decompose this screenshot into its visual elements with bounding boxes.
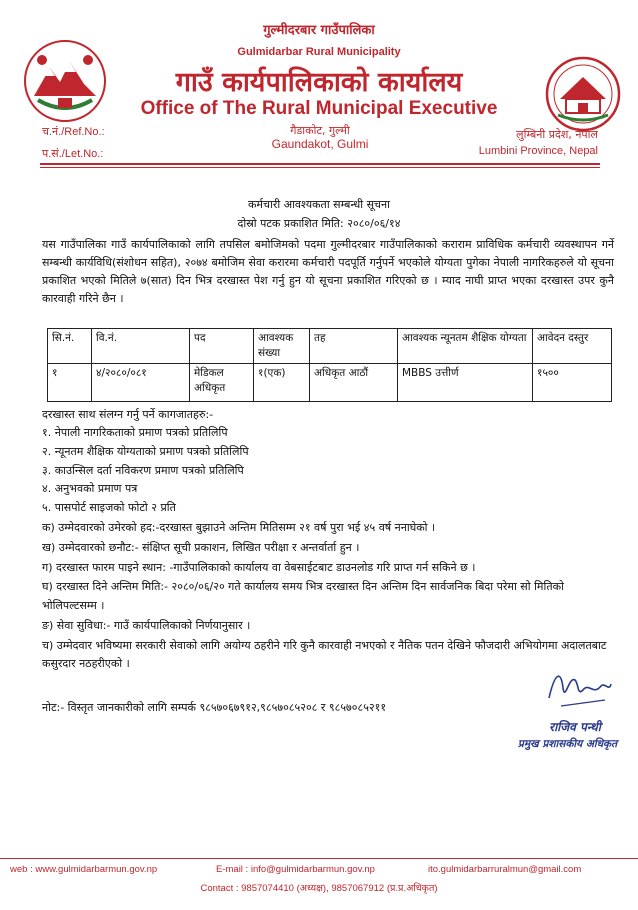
list-item: घ) दरखास्त दिने अन्तिम मिति:- २०८०/०६/२० गते कार्यालय समय भित्र दरखास्त दिन अन्तिम दिन सार्वजनिक बिदा परेमा सो मितिको भोलिपल्टसम्म । [42,580,564,612]
office-name-nepali: गाउँ कार्यपालिकाको कार्यालय [175,67,463,98]
table-cell: MBBS उत्तीर्ण [398,364,533,402]
notice-intro-paragraph: यस गाउँपालिका गाउँ कार्यपालिकाको लागि तपसिल बमोजिमको पदमा गुल्मीदरबार गाउँपालिकाको कराराम प्राविधिक कर्मचारी व्यवस्थापन गर्ने सम्बन्धी कार्यविधि(संशोधन सहित), २०७४ बमोजिम सेवा करारमा कर्मचारी पदपूर्ति गर्नुपर्ने भएकोले योग्यता पुगेका नेपाली नागरिकहरुले यो सूचना प्रकाशित भएको मितिले ७(सात) दिन भित्र दरखास्त पेश गर्नु हुन यो सूचना प्रकाशित गरिएको छ । म्याद नाघी प्राप्त भएका दरखास्त उपर कुनै कारवाही गरिने छैन । [42,238,614,305]
footer-email-info: E-mail : info@gulmidarbarmun.gov.np [216,864,375,875]
notice-published-date: दोस्रो पटक प्रकाशित मिति: २०८०/०६/१४ [237,217,401,230]
documents-heading: दरखास्त साथ संलग्न गर्नु पर्ने कागजातहरु:- [42,408,214,421]
footer-divider [0,858,638,859]
footer-contact: Contact : 9857074410 (अध्यक्ष), 9857067912 (प्र.प्र.अधिकृत) [200,883,438,894]
list-item: ग) दरखास्त फारम पाइने स्थान: -गाउँपालिकाको कार्यालय वा वेबसाईटबाट डाउनलोड गरि प्राप्त गर्न सकिने छ । [42,560,476,574]
table-header-cell: सि.नं. [48,329,92,364]
list-item: क) उम्मेदवारको उमेरको हद:-दरखास्त बुझाउने अन्तिम मितिसम्म २१ वर्ष पुरा भई ४५ वर्ष ननाघेको । [42,521,436,534]
office-name-english: Office of The Rural Municipal Executive [140,98,498,119]
header-divider [40,163,600,165]
list-item: ख) उम्मेदवारको छनौट:- संक्षिप्त सूची प्रकाशन, लिखित परीक्षा र अन्तर्वार्ता हुन । [42,540,360,554]
footer-email-it: ito.gulmidarbarruralmun@gmail.com [428,864,582,875]
list-item: ५. पासपोर्ट साइजको फोटो २ प्रति [42,501,176,515]
notice-title: कर्मचारी आवश्यकता सम्बन्धी सूचना [247,198,390,211]
table-cell: ४/२०८०/०८१ [92,364,190,402]
handwritten-signature [543,662,615,714]
table-header-cell: आवश्यक संख्या [254,329,310,364]
province-nepali: लुम्बिनी प्रदेश, नेपाल [516,128,598,141]
reference-number-label: च.नं./Ref.No.: [42,126,105,138]
table-cell: १ [48,364,92,402]
table-cell: मेडिकल अधिकृत [190,364,254,402]
municipality-name-english: Gulmidarbar Rural Municipality [237,46,401,58]
letter-number-label: प.सं./Let.No.: [42,148,104,160]
table-header-cell: आवेदन दस्तुर [533,329,612,364]
list-item: च) उम्मेदवार भविष्यमा सरकारी सेवाको लागि अयोग्य ठहरीने गरि कुनै कारवाही नभएको र नैतिक पतन देखिने फौजदारी अभियोगमा अदालतबाट कसुरदार नठहरीएको । [42,638,607,671]
header-divider-thin [40,167,600,168]
table-header-cell: पद [190,329,254,364]
vacancy-table [47,328,612,402]
table-cell: १(एक) [254,364,310,402]
footer-website: web : www.gulmidarbarmun.gov.np [10,864,158,875]
table-cell: अधिकृत आठौं [310,364,398,402]
table-cell: १५०० [533,364,612,402]
list-item: ४. अनुभवको प्रमाण पत्र [42,482,138,496]
table-header-cell: तह [310,329,398,364]
list-item: १. नेपाली नागरिकताको प्रमाण पत्रको प्रतिलिपि [42,426,228,439]
location-english: Gaundakot, Gulmi [271,137,369,151]
location-nepali: गैडाकोट, गुल्मी [290,124,350,137]
list-item: २. न्यूनतम शैक्षिक योग्यताको प्रमाण पत्रको प्रतिलिपि [42,444,249,458]
signatory-name: राजिव पन्थी [549,720,601,734]
table-row [48,364,612,402]
conditions-list [42,519,617,675]
list-item: ङ) सेवा सुविधा:- गाउँ कार्यपालिकाको निर्णयानुसार । [42,618,251,632]
signatory-title: प्रमुख प्रशासकीय अधिकृत [517,738,618,750]
table-header-cell: वि.नं. [92,329,190,364]
table-header-row [48,329,612,364]
documents-list [42,424,249,518]
list-item: ३. काउन्सिल दर्ता नविकरण प्रमाण पत्रको प्रतिलिपि [42,463,244,477]
contact-note: नोट:- विस्तृत जानकारीको लागि सम्पर्क ९८५७०६७९१२,९८५७०८५२०८ र ९८५७०८५२११ [42,701,387,714]
municipality-name-nepali: गुल्मीदरबार गाउँपालिका [263,23,375,38]
province-english: Lumbini Province, Nepal [478,145,598,157]
table-header-cell: आवश्यक न्यूनतम शैक्षिक योग्यता [398,329,533,364]
